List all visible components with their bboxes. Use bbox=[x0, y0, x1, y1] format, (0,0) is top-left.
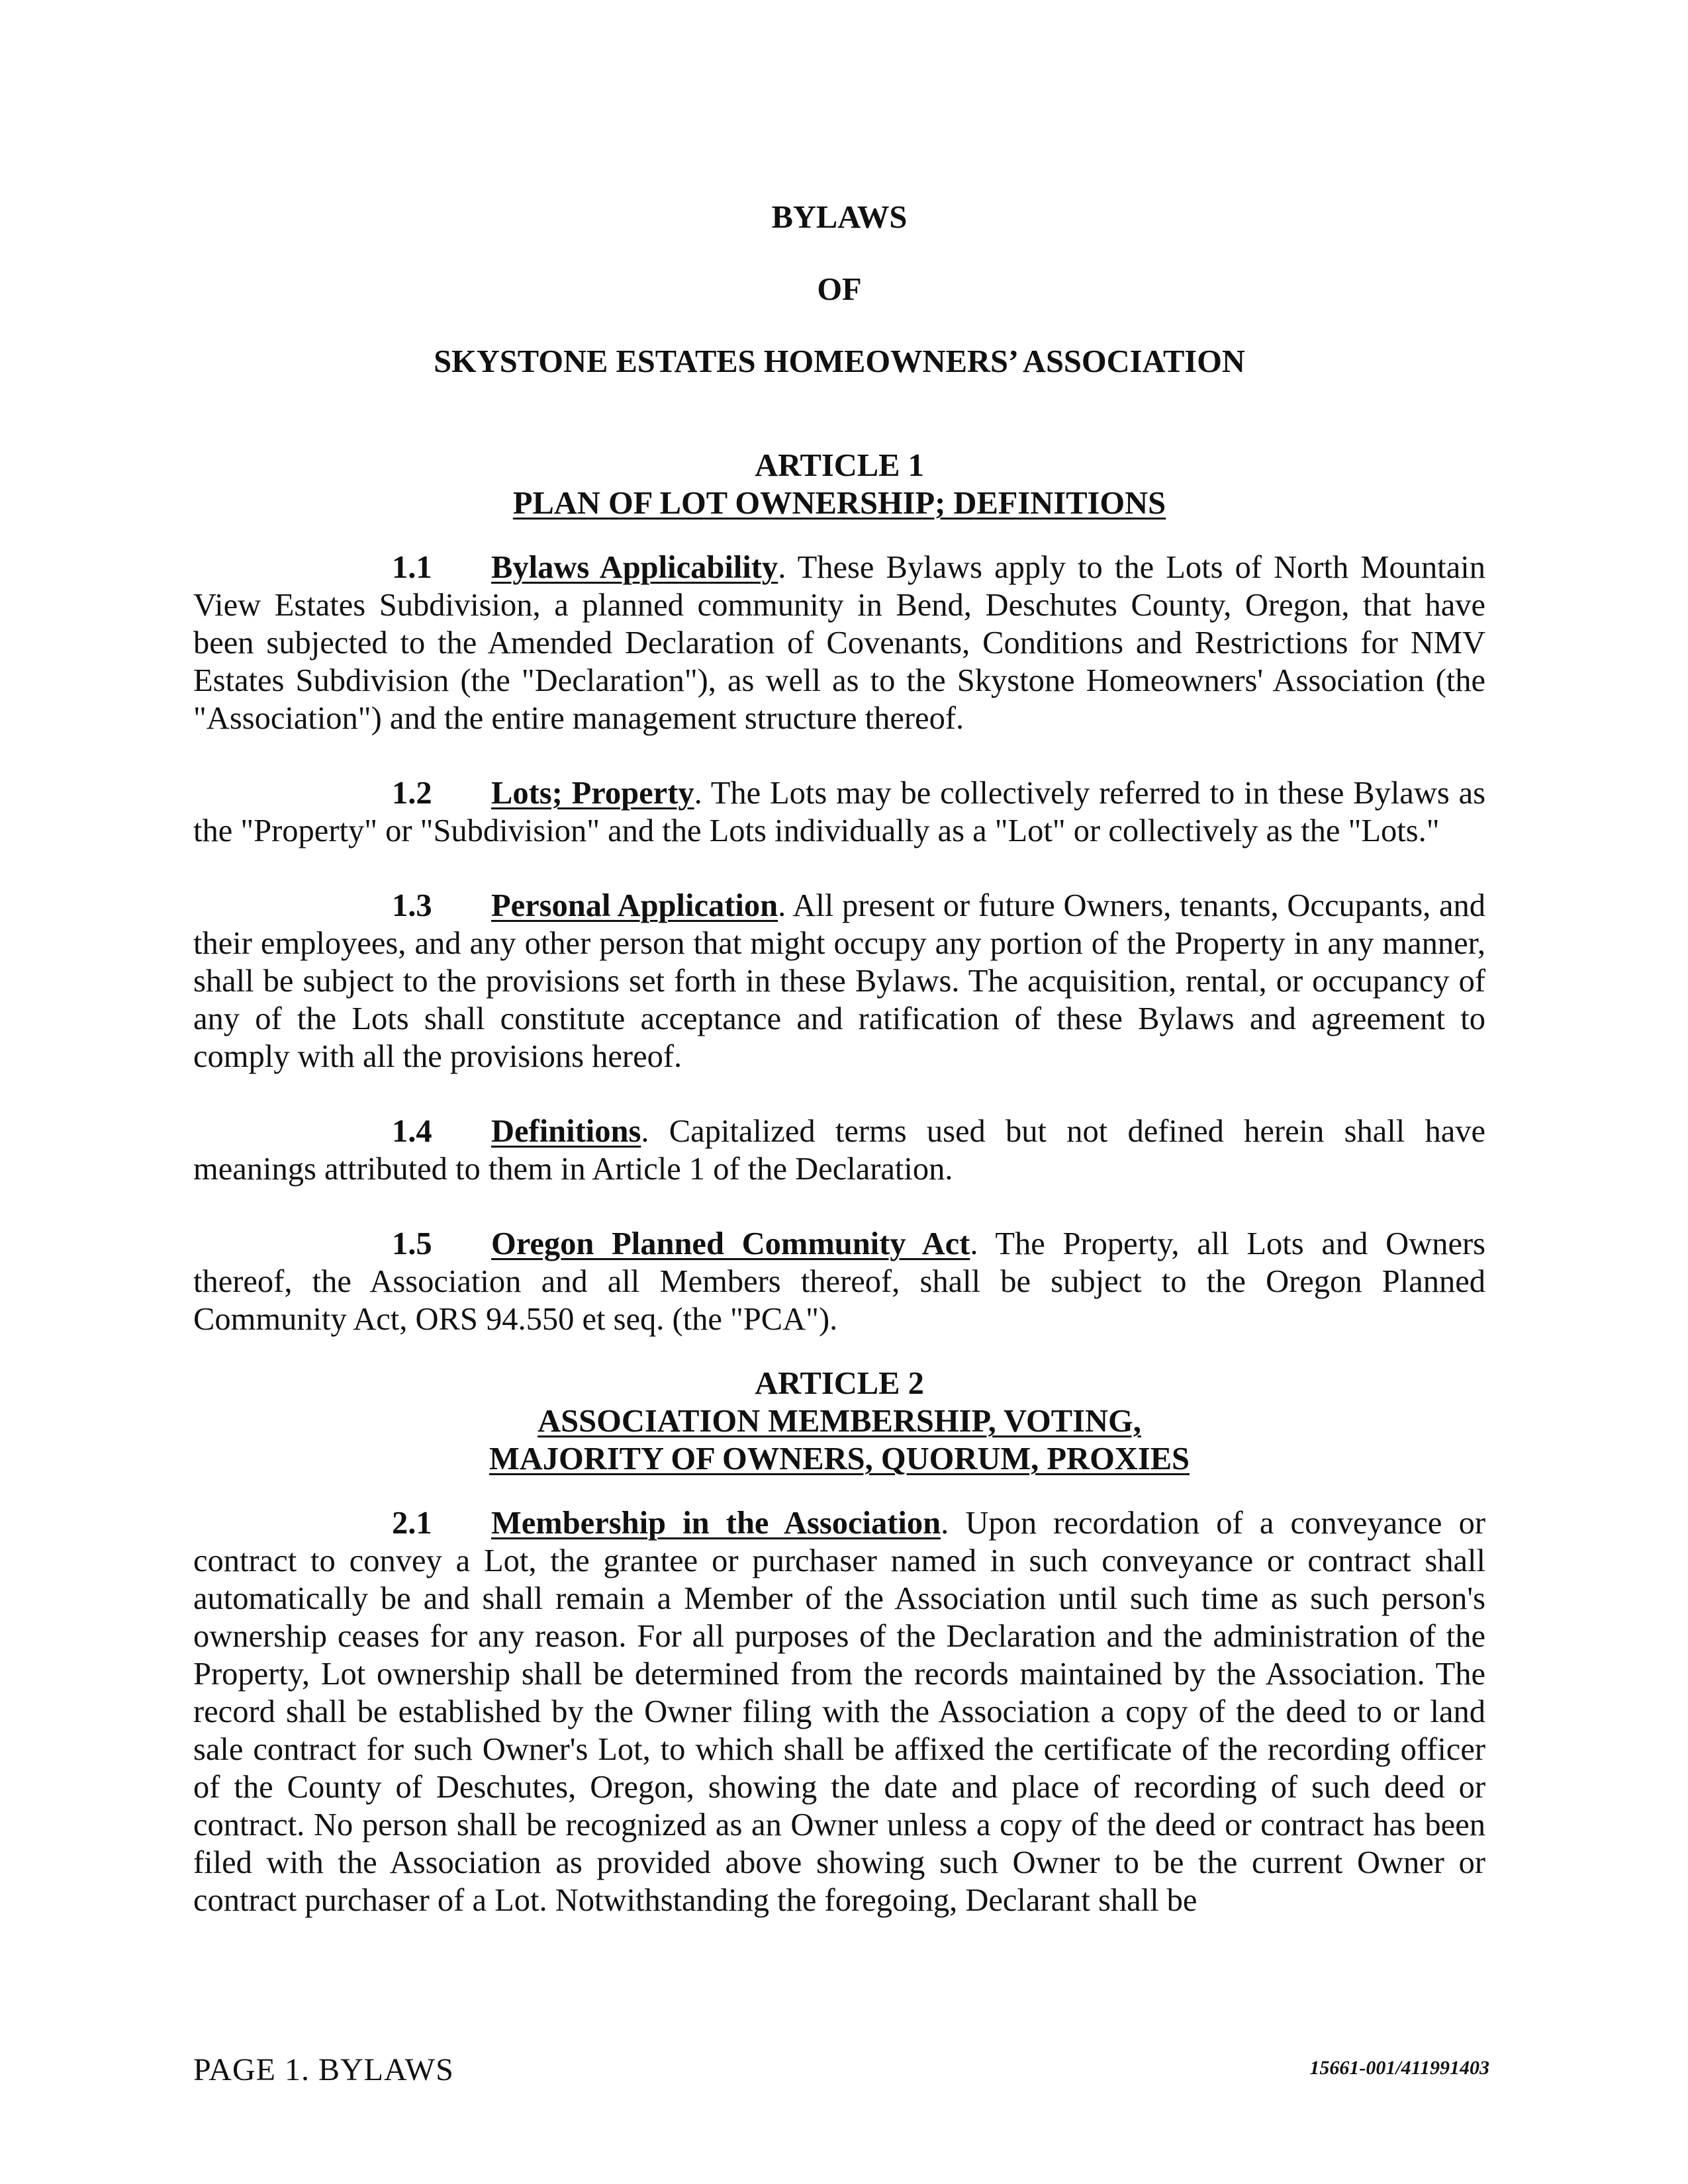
section-text: . Capitalized terms used but not defined herein shall have meanings attributed to them in Article 1 of the Declaration. bbox=[193, 1114, 1485, 1187]
section-heading: Membership in the Association bbox=[491, 1506, 941, 1541]
section-number: 1.4 bbox=[392, 1114, 432, 1149]
article-2-title-line-1 bbox=[193, 1402, 1485, 1440]
section-2-1 bbox=[193, 1504, 1485, 1919]
section-number: 1.1 bbox=[392, 550, 432, 585]
section-number: 2.1 bbox=[392, 1506, 432, 1541]
section-number: 1.5 bbox=[392, 1226, 432, 1261]
document-body bbox=[193, 199, 1485, 1919]
section-text: . All present or future Owners, tenants, Occupants, and their employees, and any other person that might occupy any portion of the Property in any manner, shall be subject to the provisions set forth in these Bylaws. The acquisition, rental, or occupancy of any of the Lots shall constitute acceptance and ratification of these Bylaws and agreement to comply with all the provisions hereof. bbox=[193, 888, 1485, 1074]
article-2-title-text-2: MAJORITY OF OWNERS, QUORUM, PROXIES bbox=[489, 1441, 1190, 1477]
section-heading: Bylaws Applicability bbox=[491, 550, 778, 585]
footer-page-label: PAGE 1. BYLAWS bbox=[193, 2052, 454, 2087]
doc-title-bylaws: BYLAWS bbox=[771, 200, 908, 235]
article-2-heading: ARTICLE 2 bbox=[755, 1366, 924, 1401]
footer-document-id: 15661-001/411991403 bbox=[1309, 2057, 1489, 2079]
doc-title-association: SKYSTONE ESTATES HOMEOWNERS’ ASSOCIATION bbox=[434, 344, 1245, 379]
section-text: . The Property, all Lots and Owners thereof, the Association and all Members thereof, shall be subject to the Oregon Planned Community Act, ORS 94.550 et seq. (the "PCA"). bbox=[193, 1226, 1485, 1337]
article-1-title-text: PLAN OF LOT OWNERSHIP; DEFINITIONS bbox=[512, 486, 1166, 521]
section-heading: Definitions bbox=[491, 1114, 641, 1149]
section-heading: Oregon Planned Community Act bbox=[491, 1226, 970, 1261]
article-2-title-line-2 bbox=[193, 1440, 1485, 1478]
section-number: 1.2 bbox=[392, 776, 432, 811]
section-1-4 bbox=[193, 1113, 1485, 1188]
article-2-title-text-1: ASSOCIATION MEMBERSHIP, VOTING, bbox=[538, 1404, 1141, 1439]
section-heading: Personal Application bbox=[491, 888, 778, 923]
doc-title-of: OF bbox=[817, 272, 862, 307]
article-1-heading: ARTICLE 1 bbox=[755, 448, 924, 483]
article-1-title bbox=[193, 484, 1485, 522]
section-text: . Upon recordation of a conveyance or contract to convey a Lot, the grantee or purchaser named in such conveyance or contract shall automatically be and shall remain a Member of the Association until such time as such person's ownership ceases for any reason. For all purposes of the Declaration and the administration of the Property, Lot ownership shall be determined from the records maintained by the Association. The record shall be established by the Owner filing with the Association a copy of the deed to or land sale contract for such Owner's Lot, to which shall be affixed the certificate of the recording officer of the County of Deschutes, Oregon, showing the date and place of recording of such deed or contract. No person shall be recognized as an Owner unless a copy of the deed or contract has been filed with the Association as provided above showing such Owner to be the current Owner or contract purchaser of a Lot. Notwithstanding the foregoing, Declarant shall be bbox=[193, 1506, 1486, 1918]
section-1-2 bbox=[193, 774, 1485, 850]
section-heading: Lots; Property bbox=[491, 776, 694, 811]
section-1-5 bbox=[193, 1225, 1485, 1338]
section-number: 1.3 bbox=[392, 888, 432, 923]
section-1-3 bbox=[193, 887, 1485, 1075]
section-1-1 bbox=[193, 549, 1485, 737]
section-text: . These Bylaws apply to the Lots of North Mountain View Estates Subdivision, a planned community in Bend, Deschutes County, Oregon, that have been subjected to the Amended Declaration of Covenants, Conditions and Restrictions for NMV Estates Subdivision (the "Declaration"), as well as to the Skystone Homeowners' Association (the "Association") and the entire management structure thereof. bbox=[193, 550, 1485, 736]
section-text: . The Lots may be collectively referred to in these Bylaws as the "Property" or "Subdivision" and the Lots individually as a "Lot" or collectively as the "Lots." bbox=[193, 776, 1485, 848]
